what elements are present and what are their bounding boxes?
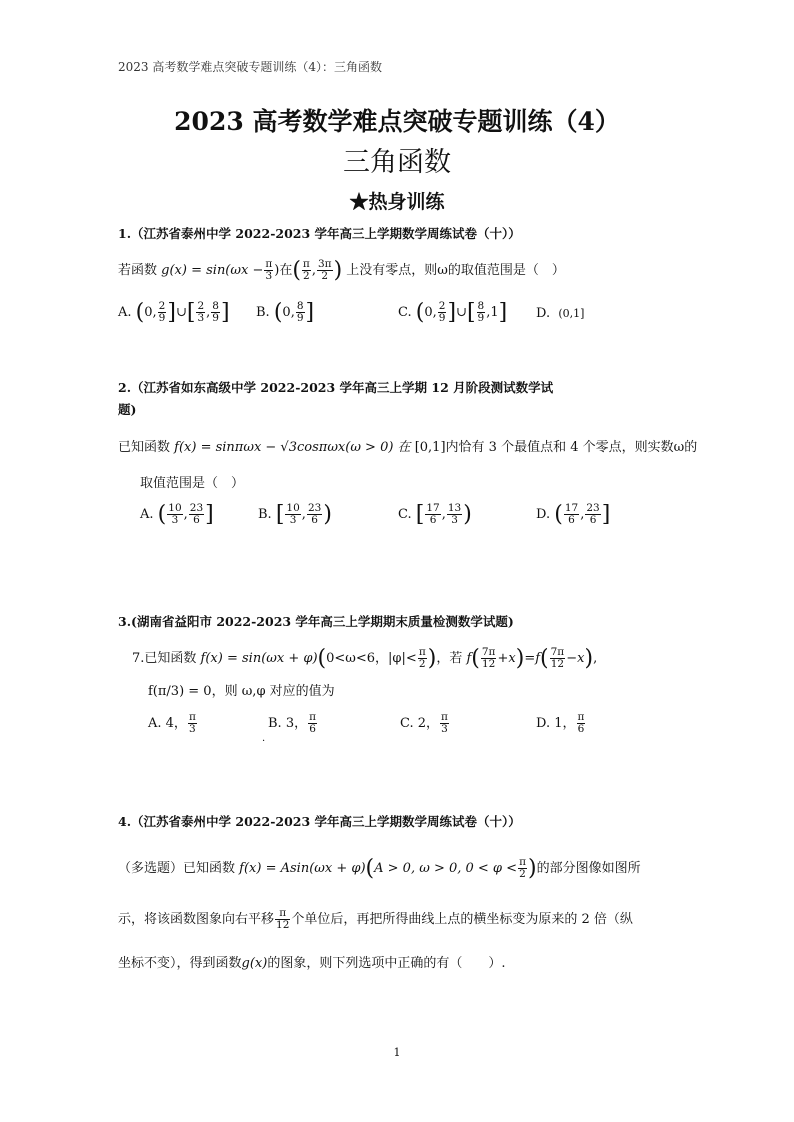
q1-stem-lead: 若函数 <box>118 263 158 278</box>
stray-dot-mark: · <box>262 736 266 747</box>
q1-option-c: C. (0, $\frac{2}{9}$ ]∪[ $\frac{8}{9}$ ,1] <box>398 299 508 325</box>
q2-option-c: C. [ $\frac{17}{6}$ , $\frac{13}{3}$ ) <box>398 501 472 527</box>
question-4-stem-end: 坐标不变），得到函数g(x)的图象，则下列选项中正确的有（ ）. <box>118 956 506 971</box>
question-3-stem: 7.已知函数 f(x) = sin(ωx + φ)(0<ω<6，|φ|< $\frac{\pi}{2}$ )，若 f( $\frac{7\pi}{12}$ +x)=f( $\frac{7\pi}{12}$ −x), <box>132 645 598 671</box>
q3-function: f(x) = sin(ωx + φ) <box>200 651 318 666</box>
question-2-source: 2.（江苏省如东高级中学 2022-2023 学年高三上学期 12 月阶段测试数学试 <box>118 380 554 395</box>
q1-option-d: D. (0,1] <box>536 306 585 321</box>
question-4-stem: （多选题）已知函数 f(x) = Asin(ωx + φ)(A > 0, ω > 0, 0 < φ < $\frac{\pi}{2}$ )的部分图像如图所 <box>118 855 641 881</box>
q3-option-b: B. 3， $\frac{\pi}{6}$ <box>268 711 316 736</box>
q1-option-b: B. (0, $\frac{8}{9}$ ] <box>256 299 315 325</box>
question-1-stem: 若函数 g(x) = sin(ωx − $\frac{\pi}{3}$ )在( $\frac{\pi}{2}$ , $\frac{3\pi}{2}$ ) 上没有零点，则ω的取值范围是（ ） <box>118 257 565 283</box>
q2-option-b: B. [ $\frac{10}{3}$ , $\frac{23}{6}$ ) <box>258 501 332 527</box>
page-title: 2023 高考数学难点突破专题训练（4） <box>174 107 620 136</box>
question-2-source-cont: 题) <box>118 402 137 417</box>
q2-option-d: D. ( $\frac{17}{6}$ , $\frac{23}{6}$ ] <box>536 501 611 527</box>
q3-option-d: D. 1， $\frac{\pi}{6}$ <box>536 711 585 736</box>
question-2-stem-cont: 取值范围是（ ） <box>140 476 245 491</box>
q3-option-c: C. 2， $\frac{\pi}{3}$ <box>400 711 448 736</box>
q3-option-a: A. 4， $\frac{\pi}{3}$ <box>148 711 196 736</box>
q1-stem-tail: 上没有零点，则ω的取值范围是（ ） <box>346 263 565 278</box>
q1-function: g(x) = sin(ωx − <box>161 263 264 278</box>
page-number: 1 <box>393 1046 401 1059</box>
question-1-source: 1.（江苏省泰州中学 2022-2023 学年高三上学期数学周练试卷（十）） <box>118 226 521 241</box>
question-4-stem-cont: 示，将该函数图象向右平移 $\frac{\pi}{12}$ 个单位后，再把所得曲线上点的横坐标变为原来的 2 倍（纵 <box>118 907 633 932</box>
q4-g-function: g(x) <box>241 956 268 971</box>
question-2-stem: 已知函数 f(x) = sinπωx − √3cosπωx(ω > 0) 在 [0,1]内恰有 3 个最值点和 4 个零点，则实数ω的 <box>118 440 698 455</box>
q2-function: f(x) = sinπωx − √3cosπωx(ω > 0) 在 <box>174 440 411 455</box>
q4-function: f(x) = Asin(ωx + φ) <box>239 861 366 876</box>
running-header: 2023 高考数学难点突破专题训练（4）：三角函数 <box>118 60 382 74</box>
question-4-source: 4.（江苏省泰州中学 2022-2023 学年高三上学期数学周练试卷（十）） <box>118 814 521 829</box>
q1-option-a: A. (0, $\frac{2}{9}$ ]∪[ $\frac{2}{3}$ , $\frac{8}{9}$ ] <box>118 299 230 325</box>
q2-interval: [0,1] <box>414 440 446 455</box>
question-3-source: 3.(湖南省益阳市 2022-2023 学年高三上学期期末质量检测数学试题) <box>118 614 514 629</box>
question-3-stem-cont: f(π/3) = 0，则 ω,φ 对应的值为 <box>148 684 335 699</box>
q2-option-a: A. ( $\frac{10}{3}$ , $\frac{23}{6}$ ] <box>140 501 214 527</box>
page-subtitle: 三角函数 <box>343 147 451 178</box>
section-heading: ★热身训练 <box>349 191 445 213</box>
